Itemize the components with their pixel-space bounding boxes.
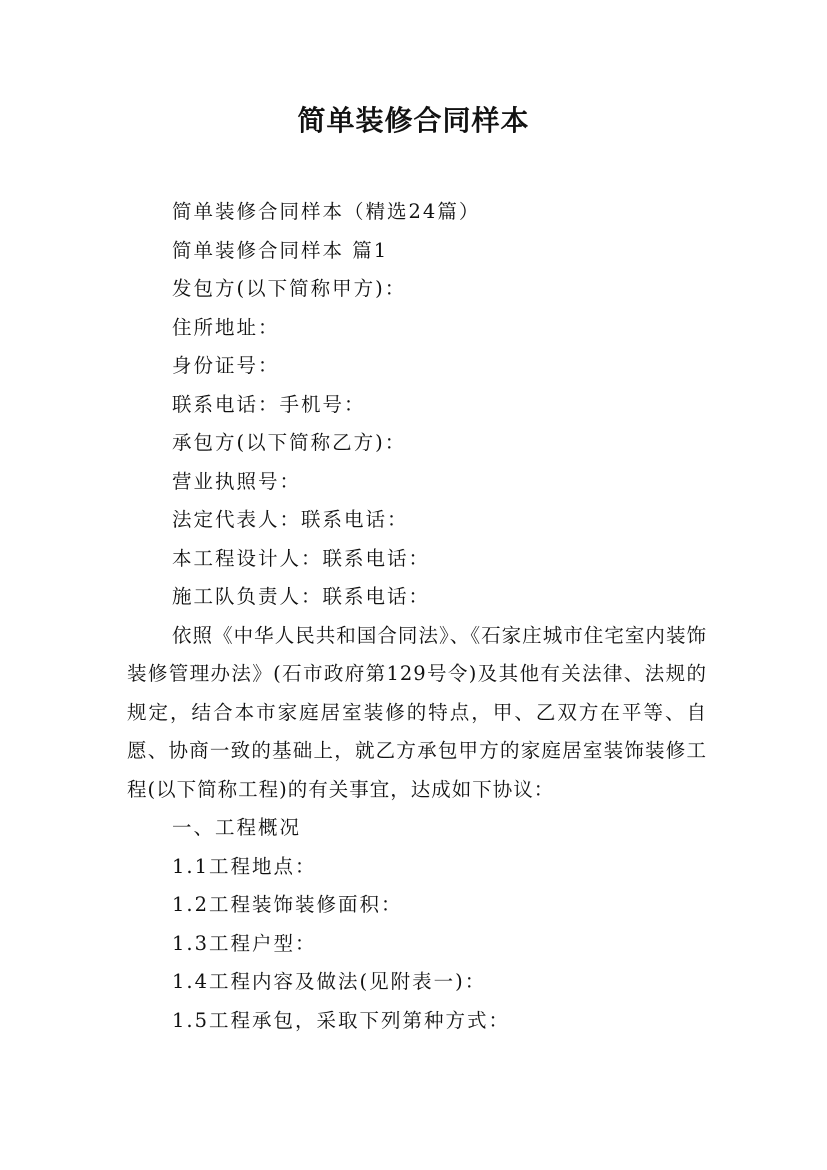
- document-body: [127, 193, 707, 1040]
- clause-1-5: 1.5工程承包，采取下列第种方式：: [172, 1008, 511, 1032]
- phone-line: 联系电话：手机号：: [172, 392, 366, 416]
- document-title: 简单装修合同样本: [297, 104, 530, 137]
- team-leader-line: 施工队负责人：联系电话：: [172, 585, 431, 608]
- legal-rep-line: 法定代表人：联系电话：: [172, 508, 409, 531]
- id-number-line: 身份证号：: [172, 354, 280, 377]
- section-heading: 简单装修合同样本 篇1: [172, 238, 389, 262]
- clause-1-4: 1.4工程内容及做法(见附表一)：: [172, 970, 487, 993]
- subtitle-line: 简单装修合同样本（精选24篇）: [172, 200, 481, 223]
- agreement-paragraph: 依照《中华人民共和国合同法》、《石家庄城市住宅室内装饰装修管理办法》(石市政府第129号令)及其他有关法律、法规的规定，结合本市家庭居室装修的特点，甲、乙双方在平等、自愿、协商一致的基础上，就乙方承包甲方的家庭居室装饰装修工程(以下简称工程)的有关事宜，达成如下协议：: [127, 623, 707, 801]
- party-a-line: 发包方(以下简称甲方)：: [172, 277, 407, 300]
- party-b-line: 承包方(以下简称乙方)：: [172, 431, 407, 454]
- license-line: 营业执照号：: [172, 469, 302, 493]
- clause-1-2: 1.2工程装饰装修面积：: [172, 893, 403, 916]
- clause-heading: 一、工程概况: [172, 816, 302, 839]
- address-line: 住所地址：: [172, 315, 280, 339]
- designer-line: 本工程设计人：联系电话：: [172, 546, 431, 570]
- clause-1-3: 1.3工程户型：: [172, 931, 317, 955]
- clause-1-1: 1.1工程地点：: [172, 854, 317, 878]
